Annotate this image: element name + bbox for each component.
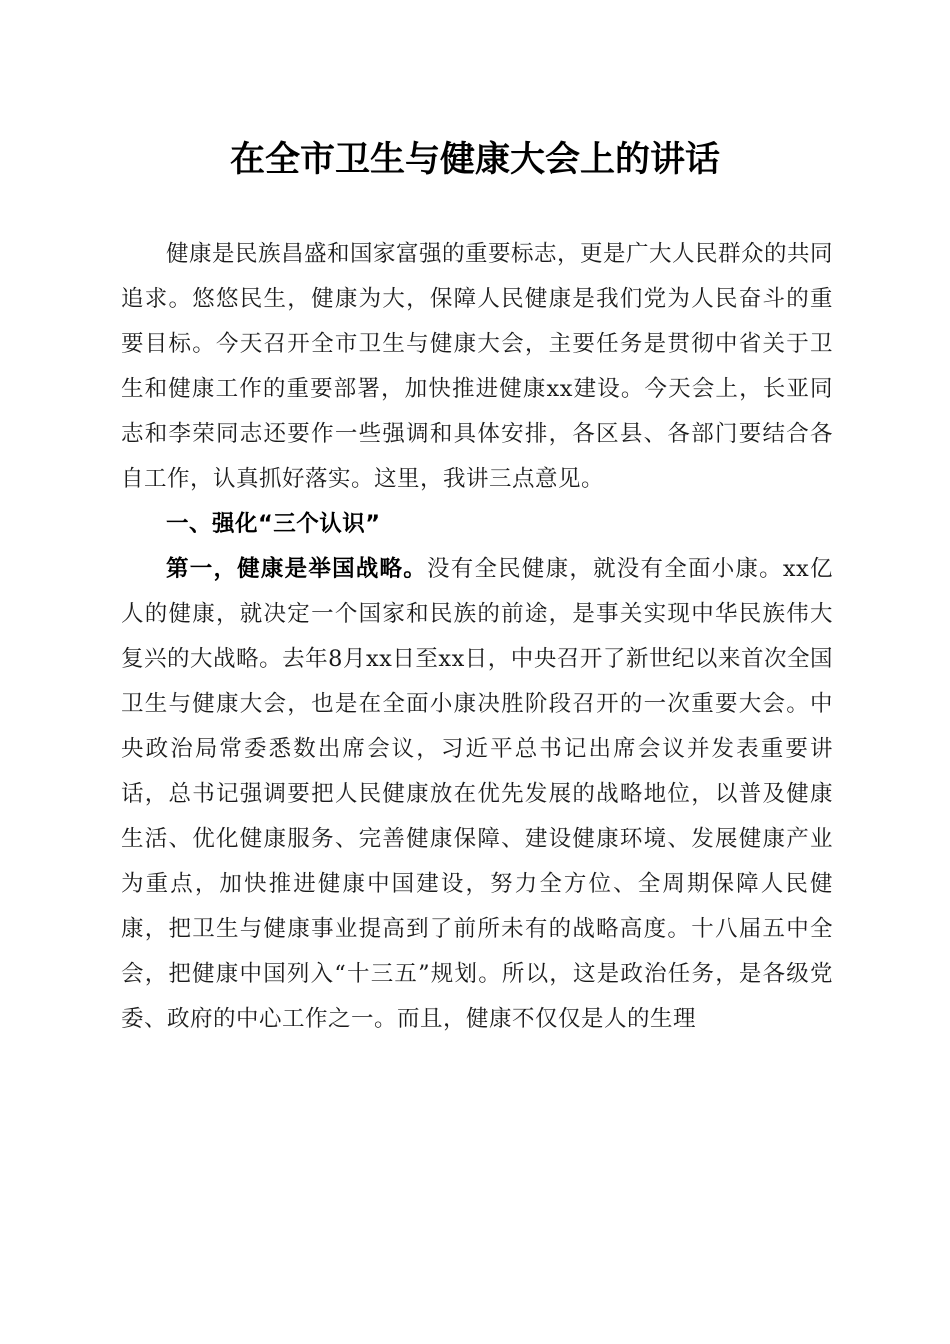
document-title: 在全市卫生与健康大会上的讲话 [229, 139, 720, 180]
first-point-paragraph [121, 547, 833, 1042]
first-point-body: 没有全民健康，就没有全面小康。xx亿人的健康，就决定一个国家和民族的前途，是事关实现中华民族伟大复兴的大战略。去年8月xx日至xx日，中央召开了新世纪以来首次全国卫生与健康大会，也是在全面小康决胜阶段召开的一次重要大会。中央政治局常委悉数出席会议，习近平总书记出席会议并发表重要讲话，总书记强调要把人民健康放在优先发展的战略地位，以普及健康生活、优化健康服务、完善健康保障、建设健康环境、发展健康产业为重点，加快推进健康中国建设，努力全方位、全周期保障人民健康，把卫生与健康事业提高到了前所未有的战略高度。十八届五中全会，把健康中国列入“十三五”规划。所以，这是政治任务，是各级党委、政府的中心工作之一。而且，健康不仅仅是人的生理 [121, 556, 833, 1032]
document-body [121, 232, 833, 1042]
intro-paragraph: 健康是民族昌盛和国家富强的重要标志，更是广大人民群众的共同追求。悠悠民生，健康为大，保障人民健康是我们党为人民奋斗的重要目标。今天召开全市卫生与健康大会，主要任务是贯彻中省关于卫生和健康工作的重要部署，加快推进健康xx建设。今天会上，长亚同志和李荣同志还要作一些强调和具体安排，各区县、各部门要结合各自工作，认真抓好落实。这里，我讲三点意见。 [121, 241, 834, 492]
section-heading: 一、强化“三个认识” [166, 511, 381, 537]
first-point-lead: 第一，健康是举国战略。 [166, 556, 427, 582]
